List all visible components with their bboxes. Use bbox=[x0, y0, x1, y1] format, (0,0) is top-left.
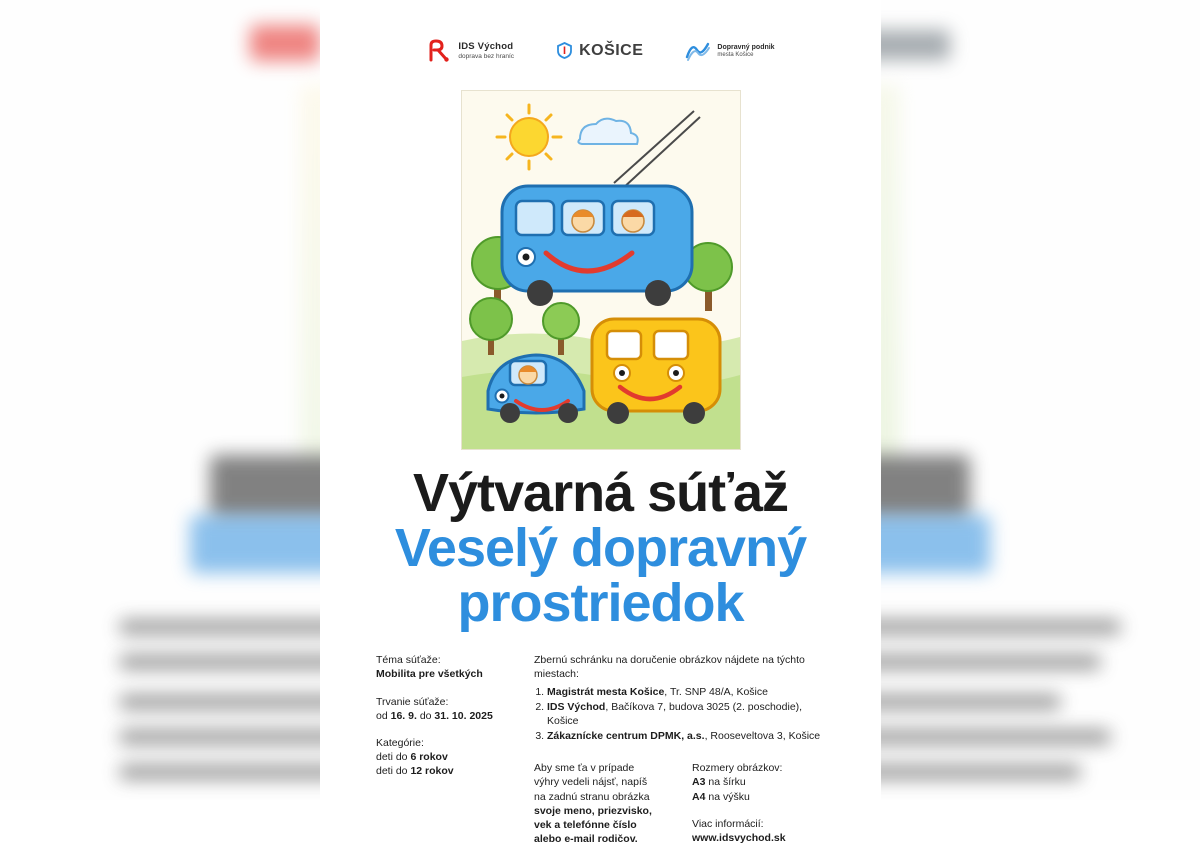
childrens-drawing-illustration bbox=[462, 91, 740, 449]
ids-vychod-mark-icon bbox=[426, 38, 452, 64]
location-1-name: Magistrát mesta Košice bbox=[547, 685, 665, 698]
instructions-block bbox=[534, 761, 666, 846]
note-line-2: výhry vedeli nájsť, napíš bbox=[534, 776, 648, 789]
size-item-1 bbox=[692, 775, 831, 789]
trolleybus-illustration bbox=[502, 186, 692, 306]
duration-block bbox=[376, 695, 508, 723]
size-1-orientation: na šírku bbox=[708, 776, 746, 789]
list-item bbox=[547, 685, 831, 699]
note-bold-line-2: vek a telefónne číslo bbox=[534, 818, 637, 831]
size-item-2 bbox=[692, 790, 831, 804]
title-line-1: Výtvarná súťaž bbox=[412, 463, 789, 523]
background-ghost-logo bbox=[250, 25, 320, 61]
location-3-name: Zákaznícke centrum DPMK, a.s. bbox=[547, 730, 705, 743]
info-section bbox=[320, 653, 881, 846]
dropbox-locations-list bbox=[534, 685, 831, 744]
info-right-column bbox=[534, 653, 831, 846]
category-item-1 bbox=[376, 750, 508, 764]
category-item-2 bbox=[376, 764, 508, 778]
info-left-column bbox=[376, 653, 508, 846]
category-2-prefix: deti do bbox=[376, 765, 408, 778]
location-2-address: , Bačíkova 7, budova 3025 (2. poschodie), Košice bbox=[547, 700, 803, 727]
artwork-container bbox=[320, 90, 881, 450]
duration-to: 31. 10. 2025 bbox=[434, 709, 493, 722]
yellow-bus-illustration bbox=[592, 319, 720, 424]
duration-prefix: od bbox=[376, 709, 388, 722]
duration-value bbox=[376, 709, 508, 723]
childrens-drawing bbox=[461, 90, 741, 450]
title-line-3: prostriedok bbox=[457, 573, 744, 634]
list-item bbox=[547, 729, 831, 743]
category-2-value: 12 rokov bbox=[410, 765, 454, 778]
poster bbox=[320, 0, 881, 846]
logo-ids-vychod bbox=[426, 38, 514, 64]
duration-label: Trvanie súťaže: bbox=[376, 695, 449, 708]
logo-dpmk-subtitle: mesta Košice bbox=[717, 51, 754, 58]
category-1-value: 6 rokov bbox=[410, 751, 448, 764]
theme-label: Téma súťaže: bbox=[376, 654, 441, 667]
categories-label: Kategórie: bbox=[376, 736, 424, 749]
dpmk-wave-icon bbox=[685, 40, 711, 62]
dropbox-intro: Zbernú schránku na doručenie obrázkov nájdete na týchto miestach: bbox=[534, 654, 805, 681]
duration-middle: do bbox=[419, 709, 432, 722]
more-info-label: Viac informácií: bbox=[692, 817, 764, 830]
logo-strip bbox=[320, 0, 881, 72]
category-1-prefix: deti do bbox=[376, 751, 408, 764]
sizes-label: Rozmery obrázkov: bbox=[692, 762, 783, 775]
size-1-format: A3 bbox=[692, 776, 706, 789]
categories-block bbox=[376, 736, 508, 779]
sizes-and-contact-block bbox=[692, 761, 831, 846]
sizes-block bbox=[692, 761, 831, 804]
size-2-orientation: na výšku bbox=[708, 790, 750, 803]
website-link[interactable]: www.idsvychod.sk bbox=[692, 831, 786, 844]
logo-kosice-name: KOŠICE bbox=[579, 42, 644, 60]
location-1-address: , Tr. SNP 48/A, Košice bbox=[664, 685, 768, 698]
more-info-block bbox=[692, 817, 831, 845]
kosice-shield-icon bbox=[556, 42, 573, 59]
note-line-1: Aby sme ťa v prípade bbox=[534, 762, 635, 775]
dropbox-block bbox=[534, 653, 831, 743]
note-bold-line-3: alebo e-mail rodičov. bbox=[534, 833, 638, 846]
note-bold-line-1: svoje meno, priezvisko, bbox=[534, 804, 652, 817]
info-bottom-row bbox=[534, 761, 831, 846]
page-title bbox=[320, 463, 881, 634]
logo-ids-vychod-name: IDS Východ bbox=[458, 41, 514, 53]
logo-kosice bbox=[556, 42, 643, 59]
duration-from: 16. 9. bbox=[390, 709, 417, 722]
size-2-format: A4 bbox=[692, 790, 706, 803]
logo-dpmk bbox=[685, 40, 774, 62]
theme-block bbox=[376, 653, 508, 681]
list-item bbox=[547, 700, 831, 728]
theme-value: Mobilita pre všetkých bbox=[376, 668, 483, 681]
logo-ids-vychod-tagline: doprava bez hraníc bbox=[458, 52, 515, 60]
logo-dpmk-name: Dopravný podnik bbox=[717, 43, 775, 51]
location-2-name: IDS Východ bbox=[547, 700, 606, 713]
location-3-address: , Rooseveltova 3, Košice bbox=[704, 730, 821, 743]
title-line-2: Veselý dopravný bbox=[394, 518, 807, 579]
note-line-3: na zadnú stranu obrázka bbox=[534, 790, 650, 803]
